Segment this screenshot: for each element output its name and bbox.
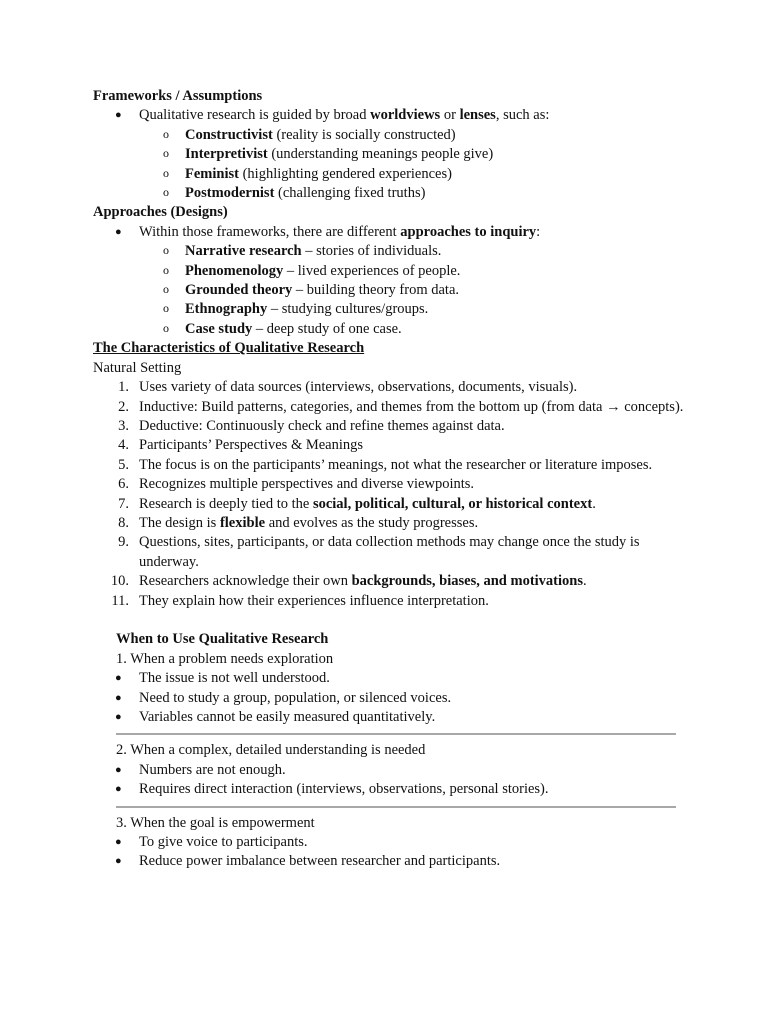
list-item: o Ethnography – studying cultures/groups. [163,301,429,318]
numbered-item: 7. Research is deeply tied to the social, political, cultural, or historical context. [93,495,683,514]
item-number: 11. [111,592,129,609]
list-item: ● Need to study a group, population, or silenced voices. [93,689,683,708]
when-group-title: 2. When a complex, detailed understanding is needed [116,742,426,759]
item-number: 2. [118,398,129,415]
list-item: o Case study – deep study of one case. [163,320,402,337]
list-item: ● To give voice to participants. [93,833,683,852]
circle-bullet-icon: o [163,243,169,258]
item-number: 9. [118,534,129,551]
numbered-item: 3. Deductive: Continuously check and refine themes against data. [93,417,683,436]
characteristics-heading: The Characteristics of Qualitative Research [93,340,365,357]
circle-bullet-icon: o [163,126,169,141]
item-number: 4. [118,437,129,454]
list-item: o Postmodernist (challenging fixed truths) [163,185,426,202]
list-item: ● Requires direct interaction (interviews, observations, personal stories). [93,780,683,799]
list-item: o Constructivist (reality is socially constructed) [163,126,456,143]
blank-line [93,611,683,630]
item-number: 7. [118,495,129,512]
item-number: 1. [118,379,129,396]
bullet-icon: ● [115,225,122,238]
circle-bullet-icon: o [163,320,169,335]
list-item: ● Reduce power imbalance between researcher and participants. [93,852,683,871]
circle-bullet-icon: o [163,165,169,180]
numbered-item: 1. Uses variety of data sources (interviews, observations, documents, visuals). [93,378,683,397]
bullet-icon: ● [115,855,122,868]
bullet-icon: ● [115,691,122,704]
numbered-item: 5. The focus is on the participants’ meanings, not what the researcher or literature imposes. [93,456,683,475]
numbered-item: 6. Recognizes multiple perspectives and diverse viewpoints. [93,475,683,494]
bullet-icon: ● [115,710,122,723]
bullet-icon: ● [115,763,122,776]
item-number: 8. [118,514,129,531]
when-group-title: 1. When a problem needs exploration [116,650,334,667]
bullet-icon: ● [115,836,122,849]
list-item: ● Variables cannot be easily measured quantitatively. [93,708,683,727]
approaches-intro: ● Within those frameworks, there are different approaches to inquiry: [93,223,683,242]
frameworks-heading: Frameworks / Assumptions [93,88,263,104]
circle-bullet-icon: o [163,146,169,161]
item-number: 10. [110,573,129,590]
list-item: o Grounded theory – building theory from data. [163,282,460,299]
item-number: 3. [118,417,129,434]
horizontal-divider [116,733,676,735]
list-item: ● The issue is not well understood. [93,669,683,688]
item-number: 5. [118,456,129,473]
circle-bullet-icon: o [163,282,169,297]
numbered-item: 4. Participants’ Perspectives & Meanings [93,436,683,455]
circle-bullet-icon: o [163,185,169,200]
horizontal-divider [116,806,676,808]
document-content [93,87,683,872]
circle-bullet-icon: o [163,262,169,277]
numbered-item: 2. Inductive: Build patterns, categories, and themes from the bottom up (from data → concepts). [93,398,683,417]
when-group-title: 3. When the goal is empowerment [116,814,315,831]
bullet-icon: ● [115,672,122,685]
numbered-item: 11. They explain how their experiences influence interpretation. [93,592,683,611]
numbered-item: 10. Researchers acknowledge their own backgrounds, biases, and motivations. [93,572,683,591]
list-item: ● Numbers are not enough. [93,761,683,780]
circle-bullet-icon: o [163,301,169,316]
list-item: o Phenomenology – lived experiences of people. [163,262,461,279]
approaches-heading: Approaches (Designs) [93,204,228,221]
bullet-icon: ● [115,109,122,122]
list-item: o Interpretivist (understanding meanings people give) [163,146,494,163]
numbered-item: 8. The design is flexible and evolves as the study progresses. [93,514,683,533]
bullet-icon: ● [115,783,122,796]
list-item: o Feminist (highlighting gendered experiences) [163,165,452,182]
list-item: o Narrative research – stories of individuals. [163,243,442,260]
frameworks-intro: ● Qualitative research is guided by broad worldviews or lenses, such as: [93,106,683,125]
when-heading: When to Use Qualitative Research [116,631,329,648]
characteristics-subheading: Natural Setting [93,359,182,376]
numbered-item: 9. Questions, sites, participants, or data collection methods may change once the study is underway. [93,533,683,572]
item-number: 6. [118,476,129,493]
